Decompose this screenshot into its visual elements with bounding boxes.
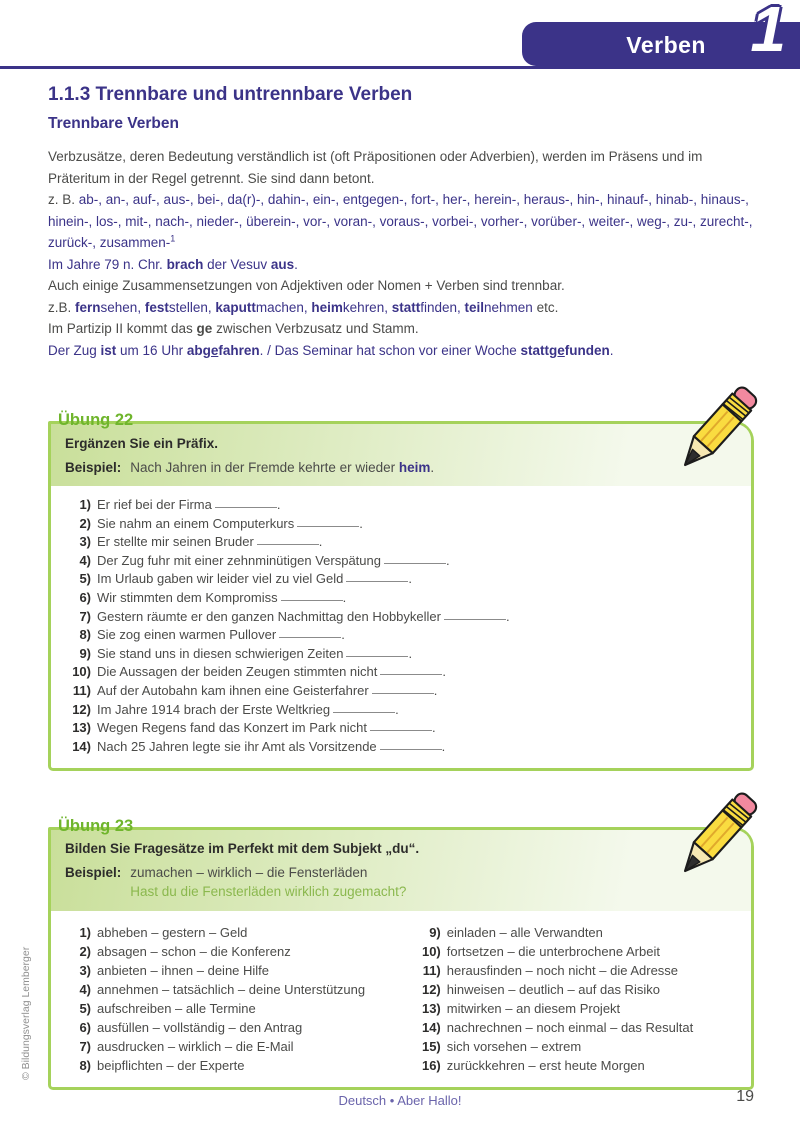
item-text: Nach 25 Jahren legte sie ihr Amt als Vorsitzende — [97, 738, 377, 754]
blank-period: . — [395, 701, 399, 717]
item-number: 9) — [429, 925, 441, 941]
page-content — [48, 80, 754, 1090]
answer-blank — [281, 589, 343, 601]
item-number: 14) — [421, 1020, 441, 1036]
item-text: einladen – alle Verwandten — [446, 925, 603, 941]
item-text: Sie nahm an einem Computerkurs — [97, 515, 295, 531]
exercise-23-header — [51, 830, 751, 911]
answer-blank — [346, 570, 408, 582]
exercise-22-heading: Übung 22 — [58, 411, 134, 429]
exercise-item — [411, 1037, 743, 1056]
item-text: Sie stand uns in diesen schwierigen Zeiten — [97, 645, 344, 661]
blank-period: . — [446, 552, 450, 568]
item-number: 6) — [79, 589, 91, 605]
item-number: 12) — [72, 701, 91, 717]
answer-blank — [380, 663, 442, 675]
answer-blank — [215, 496, 277, 508]
exercise-item — [65, 942, 411, 961]
item-text: Er stellte mir seinen Bruder — [97, 534, 254, 550]
exercise-item — [65, 980, 411, 999]
intro-line: Verbzusätze, deren Bedeutung verständlich ist (oft Präpositionen oder Adverbien), werden im Präsens und im Präteritum in der Regel getrennt. Sie sind dann betont. — [48, 149, 703, 186]
exercise-item — [65, 999, 411, 1018]
item-number: 12) — [421, 982, 441, 998]
header-rule — [0, 66, 800, 69]
item-text: mitwirken – an diesem Projekt — [446, 1001, 621, 1017]
exercise-item — [411, 923, 743, 942]
answer-blank — [297, 515, 359, 527]
chapter-number: 1 — [750, 0, 786, 65]
answer-blank — [370, 719, 432, 731]
item-text: aufschreiben – alle Termine — [97, 1001, 256, 1017]
example-prompt: zumachen – wirklich – die Fensterläden — [130, 865, 368, 881]
exercise-23-items-left — [65, 923, 411, 1075]
exercise-item — [411, 942, 743, 961]
answer-blank — [380, 738, 442, 750]
exercise-22 — [48, 411, 754, 771]
blank-period: . — [276, 497, 281, 512]
blank-period: . — [408, 645, 413, 661]
item-number: 8) — [79, 1058, 91, 1074]
blank-period: . — [341, 627, 345, 643]
item-text: Im Urlaub gaben wir leider viel zu viel Geld — [97, 571, 344, 587]
exercise-22-example — [65, 460, 641, 475]
item-number: 7) — [79, 1039, 91, 1055]
blank-period: . — [505, 608, 510, 624]
intro-line: Auch einige Zusammensetzungen von Adjektiven oder Nomen + Verben sind trennbar. — [48, 278, 565, 293]
intro-line: Der Zug ist um 16 Uhr abgefahren. / Das Seminar hat schon vor einer Woche stattgefunden. — [48, 342, 614, 358]
exercise-item — [65, 533, 737, 552]
item-text: hinweisen – deutlich – auf das Risiko — [446, 982, 660, 998]
item-text: fortsetzen – die unterbrochene Arbeit — [446, 944, 660, 960]
blank-period: . — [432, 720, 436, 736]
answer-blank — [346, 645, 408, 657]
answer-blank — [279, 626, 341, 638]
exercise-item — [411, 980, 743, 999]
item-text: ausdrucken – wirklich – die E-Mail — [97, 1039, 294, 1055]
exercise-item — [65, 961, 411, 980]
item-text: Auf der Autobahn kam ihnen eine Geisterfahrer — [97, 682, 369, 698]
pencil-icon — [667, 374, 767, 486]
item-number: 13) — [72, 720, 91, 736]
example-lines — [130, 865, 406, 901]
exercise-item — [65, 552, 737, 571]
blank-period: . — [433, 682, 438, 698]
pencil-icon — [667, 780, 767, 892]
item-text: ausfüllen – vollständig – den Antrag — [97, 1020, 303, 1036]
item-text: annehmen – tatsächlich – deine Unterstützung — [97, 982, 366, 998]
exercise-22-items — [51, 486, 751, 768]
page-number: 19 — [736, 1088, 754, 1105]
item-text: Wegen Regens fand das Konzert im Park nicht — [97, 720, 368, 736]
section-title: 1.1.3 Trennbare und untrennbare Verben — [48, 84, 413, 105]
exercise-23-example — [65, 865, 641, 901]
exercise-22-instruction: Ergänzen Sie ein Präfix. — [65, 436, 219, 451]
item-number: 14) — [72, 738, 91, 754]
exercise-item — [65, 496, 737, 515]
exercise-item — [65, 738, 737, 757]
exercise-23-heading: Übung 23 — [58, 817, 134, 836]
item-number: 6) — [79, 1020, 91, 1036]
item-number: 11) — [72, 682, 91, 698]
item-number: 4) — [79, 982, 91, 998]
blank-period: . — [318, 534, 323, 550]
example-text: Nach Jahren in der Fremde kehrte er wieder heim. — [130, 460, 435, 475]
example-answer: Hast du die Fensterläden wirklich zugemacht? — [130, 884, 407, 900]
item-text: abheben – gestern – Geld — [97, 925, 248, 941]
item-number: 8) — [79, 627, 91, 643]
item-number: 3) — [79, 963, 91, 979]
answer-blank — [384, 552, 446, 564]
exercise-item — [65, 663, 737, 682]
footer-title: Deutsch • Aber Hallo! — [338, 1093, 462, 1108]
example-label: Beispiel: — [65, 865, 122, 881]
copyright-sidenote: © Bildungsverlag Lemberger — [20, 946, 32, 1080]
exercise-23-instruction: Bilden Sie Fragesätze im Perfekt mit dem Subjekt „du“. — [65, 841, 420, 857]
exercise-item — [65, 589, 737, 608]
exercise-item — [65, 645, 737, 664]
item-number: 3) — [79, 534, 91, 550]
exercise-item — [65, 682, 737, 701]
example-label: Beispiel: — [65, 460, 122, 475]
item-text: Gestern räumte er den ganzen Nachmittag den Hobbykeller — [97, 608, 441, 624]
exercise-item — [65, 701, 737, 720]
item-text: Im Jahre 1914 brach der Erste Weltkrieg — [97, 701, 331, 717]
item-text: Sie zog einen warmen Pullover — [97, 627, 277, 643]
item-number: 1) — [79, 925, 91, 941]
item-text: Die Aussagen der beiden Zeugen stimmten nicht — [97, 664, 378, 680]
answer-blank — [444, 608, 506, 620]
chapter-tab-label: Verben — [626, 32, 706, 58]
item-number: 5) — [79, 1001, 91, 1017]
item-number: 2) — [79, 515, 91, 531]
exercise-22-header — [51, 424, 751, 486]
item-number: 5) — [79, 571, 91, 587]
exercise-23-box — [48, 827, 754, 1090]
item-number: 9) — [79, 645, 91, 661]
intro-paragraph — [48, 146, 754, 361]
exercise-item — [65, 1018, 411, 1037]
exercise-23-items — [51, 911, 751, 1087]
exercise-23-items-right — [411, 923, 743, 1075]
blank-period: . — [359, 515, 363, 531]
blank-period: . — [342, 589, 347, 605]
item-number: 2) — [79, 944, 91, 960]
intro-line: Im Partizip II kommt das ge zwischen Verbzusatz und Stamm. — [48, 321, 419, 336]
answer-blank — [333, 701, 395, 713]
exercise-item — [65, 1056, 411, 1075]
item-text: absagen – schon – die Konferenz — [97, 944, 291, 960]
answer-blank — [257, 533, 319, 545]
exercise-item — [65, 515, 737, 534]
item-text: sich vorsehen – extrem — [446, 1039, 582, 1055]
exercise-item — [411, 1056, 743, 1075]
blank-period: . — [408, 571, 413, 587]
exercise-item — [411, 999, 743, 1018]
answer-blank — [372, 682, 434, 694]
item-text: zurückkehren – erst heute Morgen — [446, 1058, 645, 1074]
intro-line: z. B. ab-, an-, auf-, aus-, bei-, da(r)-, dahin-, ein-, entgegen-, fort-, her-, herein-, heraus-, hin-, hinauf-, hinab-, hinaus-, hinein-, los-, mit-, nach-, nieder-, überein-, vor-, voran-, voraus-, vorbei-, vorher-, vorüber-, weiter-, weg-, zu-, zurecht-, zurück-, zusammen-$^1$ — [48, 192, 753, 250]
item-text: anbieten – ihnen – deine Hilfe — [97, 963, 270, 979]
item-number: 11) — [422, 963, 441, 979]
intro-line: z.B. fernsehen, feststellen, kaputtmachen, heimkehren, stattfinden, teilnehmen etc. — [48, 299, 559, 315]
exercise-23 — [48, 817, 754, 1090]
item-number: 10) — [72, 664, 91, 680]
exercise-item — [65, 608, 737, 627]
item-text: herausfinden – noch nicht – die Adresse — [446, 963, 679, 979]
exercise-item — [411, 1018, 743, 1037]
item-number: 1) — [79, 497, 91, 512]
exercise-item — [411, 961, 743, 980]
item-number: 4) — [79, 552, 91, 568]
item-text: nachrechnen – noch einmal – das Resultat — [446, 1020, 694, 1036]
section-subtitle: Trennbare Verben — [48, 115, 179, 132]
item-text: beipflichten – der Experte — [97, 1058, 245, 1074]
item-number: 16) — [421, 1058, 441, 1074]
item-text: Er rief bei der Firma — [97, 497, 212, 512]
item-text: Wir stimmten dem Kompromiss — [97, 589, 278, 605]
item-number: 15) — [421, 1039, 441, 1055]
item-number: 7) — [79, 608, 91, 624]
intro-line: Im Jahre 79 n. Chr. brach der Vesuv aus. — [48, 256, 298, 272]
item-number: 10) — [421, 944, 441, 960]
exercise-item — [65, 626, 737, 645]
blank-period: . — [441, 738, 446, 754]
exercise-item — [65, 570, 737, 589]
exercise-item — [65, 1037, 411, 1056]
exercise-item — [65, 719, 737, 738]
item-number: 13) — [421, 1001, 441, 1017]
exercise-22-box — [48, 421, 754, 771]
item-text: Der Zug fuhr mit einer zehnminütigen Verspätung — [97, 552, 381, 568]
exercise-item — [65, 923, 411, 942]
blank-period: . — [442, 664, 447, 680]
